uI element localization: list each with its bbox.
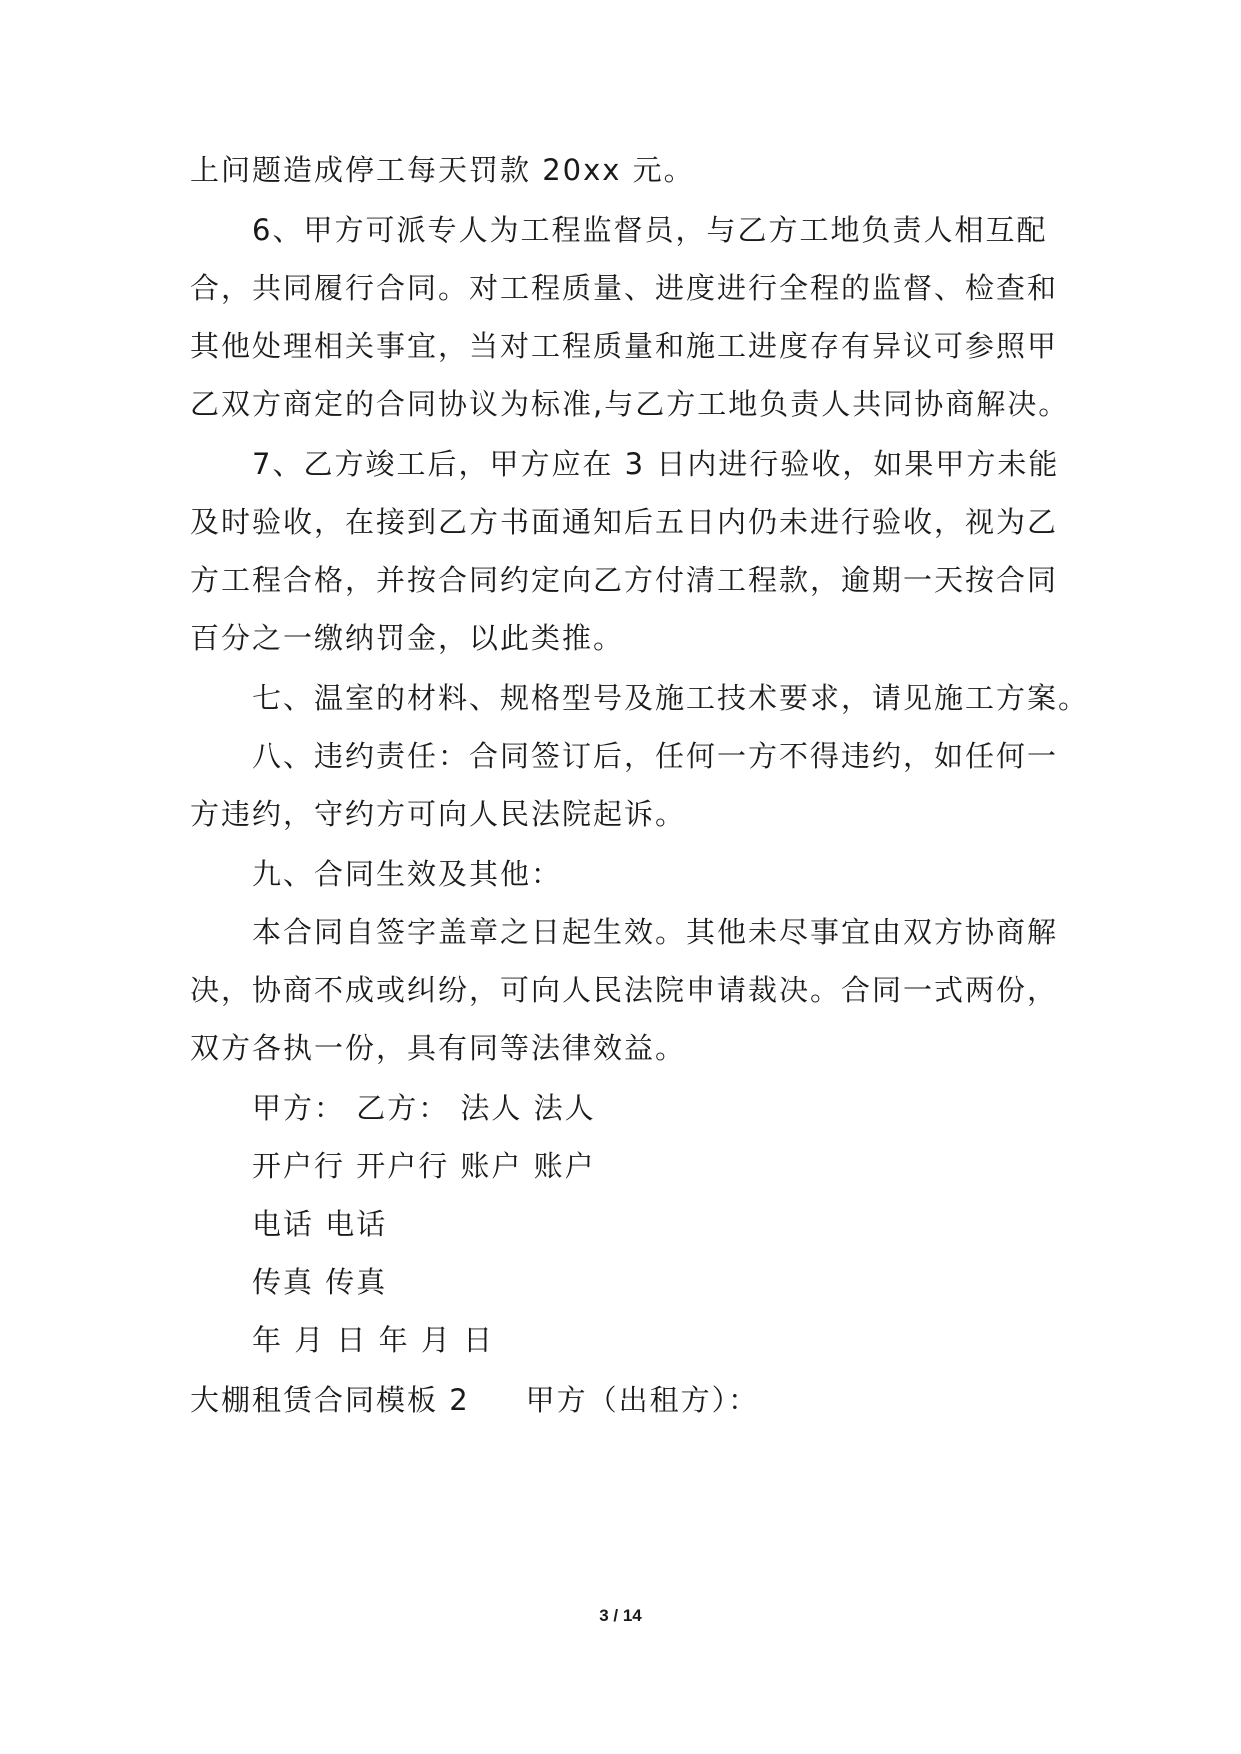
party-a-lessor-label: 甲方（出租方）： [525, 1383, 760, 1417]
text-line-14: 本合同自签字盖章之日起生效。其他未尽事宜由双方协商解 [252, 915, 1059, 949]
text-line-1: 上问题造成停工每天罚款 20xx 元。 [190, 153, 695, 187]
text-line-17: 甲方： 乙方： 法人 法人 [252, 1091, 596, 1125]
text-line-2: 6、甲方可派专人为工程监督员，与乙方工地负责人相互配 [252, 213, 1048, 247]
page-number: 3 / 14 [599, 1606, 642, 1625]
next-contract-title: 大棚租赁合同模板 2 [190, 1383, 470, 1417]
text-line-3: 合，共同履行合同。对工程质量、进度进行全程的监督、检查和 [190, 271, 1059, 305]
text-line-4: 其他处理相关事宜，当对工程质量和施工进度存有异议可参照甲 [190, 329, 1059, 363]
text-line-8: 方工程合格，并按合同约定向乙方付清工程款，逾期一天按合同 [190, 563, 1059, 597]
text-line-13: 九、合同生效及其他： [252, 857, 563, 891]
text-line-20: 传真 传真 [252, 1265, 388, 1299]
text-line-16: 双方各执一份，具有同等法律效益。 [190, 1031, 687, 1065]
text-line-6: 7、乙方竣工后，甲方应在 3 日内进行验收，如果甲方未能 [252, 447, 1060, 481]
text-line-5: 乙双方商定的合同协议为标准,与乙方工地负责人共同协商解决。 [190, 387, 1070, 421]
text-line-9: 百分之一缴纳罚金，以此类推。 [190, 621, 625, 655]
text-line-21: 年 月 日 年 月 日 [252, 1323, 495, 1357]
text-line-12: 方违约，守约方可向人民法院起诉。 [190, 797, 687, 831]
text-line-22 [190, 1380, 759, 1420]
text-line-7: 及时验收，在接到乙方书面通知后五日内仍未进行验收，视为乙 [190, 505, 1059, 539]
text-line-15: 决，协商不成或纠纷，可向人民法院申请裁决。合同一式两份， [190, 973, 1059, 1007]
text-line-18: 开户行 开户行 账户 账户 [252, 1149, 596, 1183]
text-line-11: 八、违约责任：合同签订后，任何一方不得违约，如任何一 [252, 739, 1059, 773]
text-line-10: 七、温室的材料、规格型号及施工技术要求，请见施工方案。 [252, 681, 1090, 715]
text-line-19: 电话 电话 [252, 1207, 388, 1241]
